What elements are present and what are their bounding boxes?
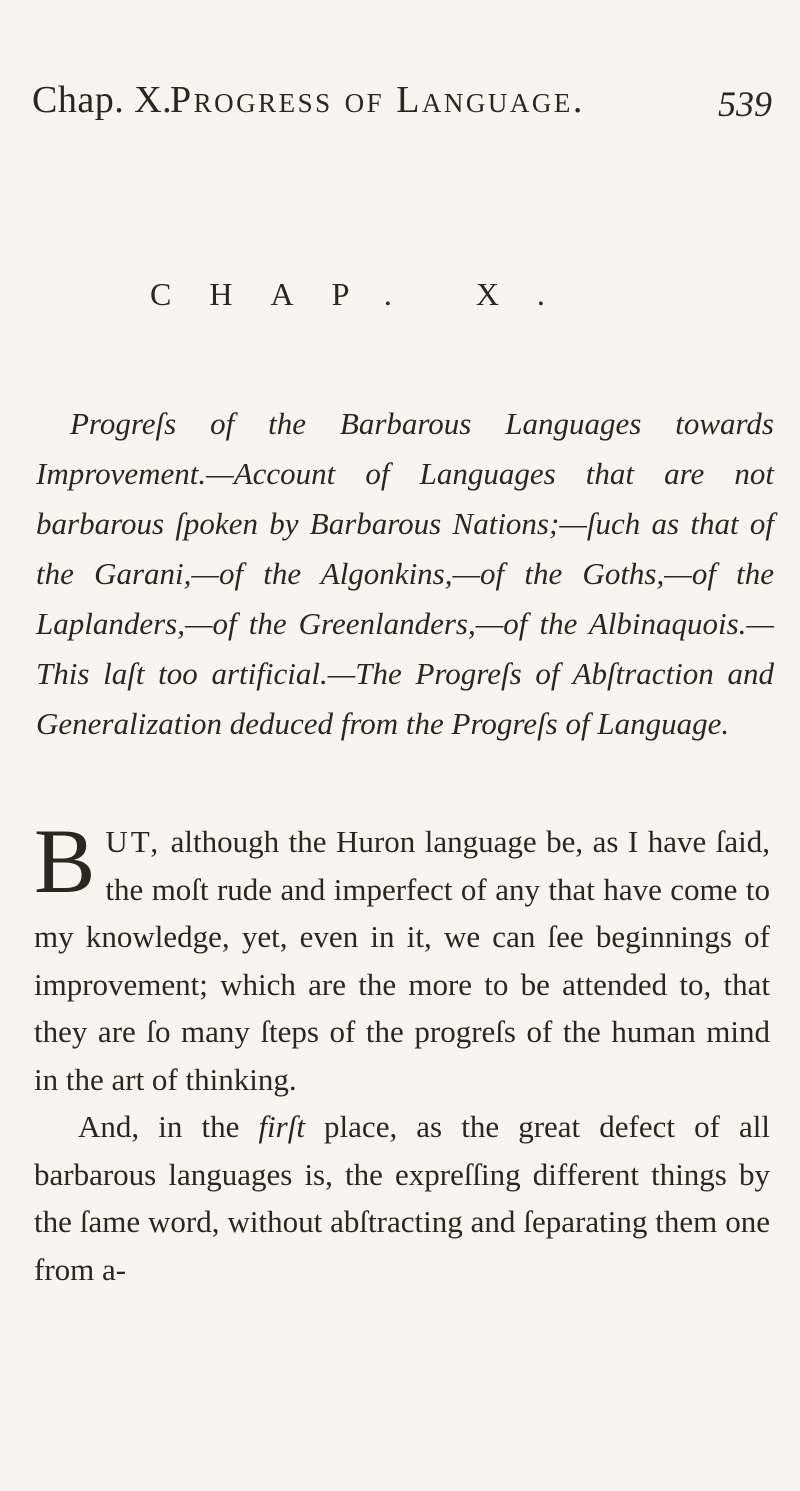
page-number: 539 — [718, 84, 772, 124]
paragraph-2-text-end: place, as the great defect of all barbarous languages is, the expreſſing different things by the ſame word, without abſtracting and ſeparating them one from a- — [34, 1109, 770, 1287]
paragraph-2-text-start: And, in the — [78, 1109, 259, 1144]
running-head — [32, 72, 772, 128]
paragraph-2 — [34, 1103, 770, 1293]
body-text — [34, 810, 770, 1293]
running-head-chapter: Chap. X. — [32, 79, 173, 121]
lead-word: UT, — [105, 824, 162, 859]
chapter-summary: Progreſs of the Barbarous Languages towards Improvement.—Account of Languages that are not barbarous ſpoken by Barbarous Nations;—ſuch as that of the Garani,—of the Algonkins,—of the Goths,—of the Laplanders,—of the Greenlanders,—of the Albinaquois.—This laſt too artificial.—The Progreſs of Abſtraction and Generalization deduced from the Progreſs of Language. — [36, 406, 774, 741]
drop-cap: B — [34, 810, 96, 912]
chapter-heading: CHAP. X. — [150, 276, 583, 312]
paragraph-2-italic: firſt — [258, 1109, 305, 1144]
running-head-title: Progress of Language. — [170, 79, 585, 121]
paragraph-1-text: although the Huron language be, as I have ſaid, the moſt rude and imperfect of any that have come to my knowledge, yet, even in it, we can ſee beginnings of improvement; which are the more to be attended to, that they are ſo many ſteps of the progreſs of the human mind in the art of thinking. — [34, 824, 770, 1097]
paragraph-1 — [34, 810, 770, 1103]
